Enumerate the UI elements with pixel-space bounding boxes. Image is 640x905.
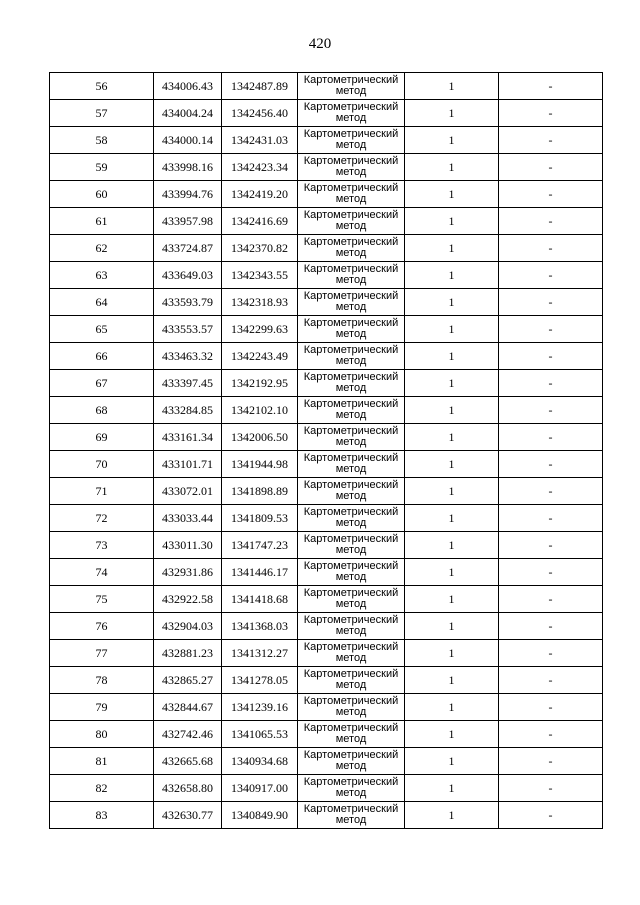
accuracy-cell: 1 [405, 154, 499, 181]
point-number-cell: 58 [50, 127, 154, 154]
y-coordinate-cell: 1341312.27 [222, 640, 298, 667]
accuracy-cell: 1 [405, 370, 499, 397]
y-coordinate-cell: 1342456.40 [222, 100, 298, 127]
method-line-2: метод [335, 193, 367, 205]
table-row [50, 235, 603, 262]
x-coordinate-cell: 432922.58 [154, 586, 222, 613]
method-line-1: Картометрический [303, 128, 399, 140]
x-coordinate-cell: 432904.03 [154, 613, 222, 640]
accuracy-cell: 1 [405, 532, 499, 559]
method-line-1: Картометрический [303, 587, 399, 599]
coordinates-table [49, 72, 603, 829]
method-cell [298, 289, 405, 316]
point-number-cell: 63 [50, 262, 154, 289]
table-row [50, 721, 603, 748]
method-line-2: метод [335, 139, 367, 151]
method-line-1: Картометрический [303, 236, 399, 248]
table-row [50, 532, 603, 559]
note-cell: - [499, 424, 603, 451]
x-coordinate-cell: 432881.23 [154, 640, 222, 667]
y-coordinate-cell: 1342243.49 [222, 343, 298, 370]
note-cell: - [499, 181, 603, 208]
method-line-1: Картометрический [303, 425, 399, 437]
method-line-1: Картометрический [303, 263, 399, 275]
accuracy-cell: 1 [405, 316, 499, 343]
method-line-1: Картометрический [303, 74, 399, 86]
method-cell [298, 208, 405, 235]
accuracy-cell: 1 [405, 586, 499, 613]
note-cell: - [499, 559, 603, 586]
point-number-cell: 73 [50, 532, 154, 559]
point-number-cell: 56 [50, 73, 154, 100]
accuracy-cell: 1 [405, 262, 499, 289]
method-line-2: метод [335, 436, 367, 448]
note-cell: - [499, 208, 603, 235]
x-coordinate-cell: 432865.27 [154, 667, 222, 694]
method-cell [298, 532, 405, 559]
note-cell: - [499, 316, 603, 343]
coordinates-table-body [50, 73, 603, 829]
method-line-2: метод [335, 706, 367, 718]
method-line-1: Картометрический [303, 344, 399, 356]
accuracy-cell: 1 [405, 100, 499, 127]
accuracy-cell: 1 [405, 802, 499, 829]
note-cell: - [499, 154, 603, 181]
x-coordinate-cell: 432630.77 [154, 802, 222, 829]
x-coordinate-cell: 433397.45 [154, 370, 222, 397]
method-cell [298, 559, 405, 586]
x-coordinate-cell: 433072.01 [154, 478, 222, 505]
accuracy-cell: 1 [405, 208, 499, 235]
method-cell [298, 478, 405, 505]
note-cell: - [499, 640, 603, 667]
y-coordinate-cell: 1341418.68 [222, 586, 298, 613]
method-line-1: Картометрический [303, 695, 399, 707]
method-line-1: Картометрический [303, 398, 399, 410]
note-cell: - [499, 451, 603, 478]
method-cell [298, 262, 405, 289]
y-coordinate-cell: 1342343.55 [222, 262, 298, 289]
method-line-2: метод [335, 625, 367, 637]
method-cell [298, 370, 405, 397]
point-number-cell: 62 [50, 235, 154, 262]
accuracy-cell: 1 [405, 667, 499, 694]
method-line-2: метод [335, 490, 367, 502]
method-line-2: метод [335, 247, 367, 259]
y-coordinate-cell: 1342006.50 [222, 424, 298, 451]
point-number-cell: 67 [50, 370, 154, 397]
point-number-cell: 70 [50, 451, 154, 478]
y-coordinate-cell: 1342423.34 [222, 154, 298, 181]
method-cell [298, 235, 405, 262]
note-cell: - [499, 343, 603, 370]
table-row [50, 451, 603, 478]
y-coordinate-cell: 1341368.03 [222, 613, 298, 640]
method-line-2: метод [335, 463, 367, 475]
y-coordinate-cell: 1341239.16 [222, 694, 298, 721]
method-cell [298, 127, 405, 154]
accuracy-cell: 1 [405, 640, 499, 667]
method-cell [298, 802, 405, 829]
method-line-1: Картометрический [303, 479, 399, 491]
x-coordinate-cell: 432931.86 [154, 559, 222, 586]
method-line-1: Картометрический [303, 155, 399, 167]
table-row [50, 748, 603, 775]
method-line-2: метод [335, 274, 367, 286]
table-row [50, 667, 603, 694]
x-coordinate-cell: 434004.24 [154, 100, 222, 127]
method-line-1: Картометрический [303, 803, 399, 815]
method-line-1: Картометрический [303, 371, 399, 383]
point-number-cell: 78 [50, 667, 154, 694]
y-coordinate-cell: 1341747.23 [222, 532, 298, 559]
method-cell [298, 451, 405, 478]
x-coordinate-cell: 433553.57 [154, 316, 222, 343]
table-row [50, 802, 603, 829]
method-line-2: метод [335, 571, 367, 583]
method-line-2: метод [335, 679, 367, 691]
method-line-1: Картометрический [303, 209, 399, 221]
method-cell [298, 424, 405, 451]
accuracy-cell: 1 [405, 235, 499, 262]
x-coordinate-cell: 432844.67 [154, 694, 222, 721]
method-line-2: метод [335, 220, 367, 232]
method-cell [298, 586, 405, 613]
point-number-cell: 72 [50, 505, 154, 532]
y-coordinate-cell: 1341809.53 [222, 505, 298, 532]
method-line-2: метод [335, 166, 367, 178]
y-coordinate-cell: 1342416.69 [222, 208, 298, 235]
method-cell [298, 613, 405, 640]
method-line-2: метод [335, 355, 367, 367]
method-line-1: Картометрический [303, 749, 399, 761]
point-number-cell: 76 [50, 613, 154, 640]
table-row [50, 181, 603, 208]
note-cell: - [499, 667, 603, 694]
accuracy-cell: 1 [405, 424, 499, 451]
table-row [50, 775, 603, 802]
note-cell: - [499, 397, 603, 424]
table-row [50, 208, 603, 235]
method-line-1: Картометрический [303, 560, 399, 572]
accuracy-cell: 1 [405, 559, 499, 586]
table-row [50, 100, 603, 127]
note-cell: - [499, 613, 603, 640]
table-row [50, 73, 603, 100]
x-coordinate-cell: 433994.76 [154, 181, 222, 208]
note-cell: - [499, 235, 603, 262]
x-coordinate-cell: 433724.87 [154, 235, 222, 262]
method-cell [298, 154, 405, 181]
x-coordinate-cell: 434006.43 [154, 73, 222, 100]
point-number-cell: 57 [50, 100, 154, 127]
method-cell [298, 316, 405, 343]
accuracy-cell: 1 [405, 127, 499, 154]
x-coordinate-cell: 433593.79 [154, 289, 222, 316]
method-line-2: метод [335, 328, 367, 340]
accuracy-cell: 1 [405, 505, 499, 532]
method-line-2: метод [335, 85, 367, 97]
method-cell [298, 397, 405, 424]
note-cell: - [499, 586, 603, 613]
method-line-1: Картометрический [303, 533, 399, 545]
x-coordinate-cell: 433957.98 [154, 208, 222, 235]
method-line-2: метод [335, 760, 367, 772]
x-coordinate-cell: 433649.03 [154, 262, 222, 289]
method-line-2: метод [335, 787, 367, 799]
point-number-cell: 75 [50, 586, 154, 613]
y-coordinate-cell: 1342370.82 [222, 235, 298, 262]
table-row [50, 586, 603, 613]
accuracy-cell: 1 [405, 694, 499, 721]
method-line-2: метод [335, 382, 367, 394]
x-coordinate-cell: 433998.16 [154, 154, 222, 181]
y-coordinate-cell: 1342299.63 [222, 316, 298, 343]
x-coordinate-cell: 434000.14 [154, 127, 222, 154]
note-cell: - [499, 478, 603, 505]
method-line-2: метод [335, 301, 367, 313]
x-coordinate-cell: 432742.46 [154, 721, 222, 748]
y-coordinate-cell: 1341944.98 [222, 451, 298, 478]
table-row [50, 559, 603, 586]
point-number-cell: 82 [50, 775, 154, 802]
y-coordinate-cell: 1340917.00 [222, 775, 298, 802]
table-row [50, 370, 603, 397]
method-cell [298, 505, 405, 532]
accuracy-cell: 1 [405, 73, 499, 100]
method-cell [298, 343, 405, 370]
y-coordinate-cell: 1342318.93 [222, 289, 298, 316]
point-number-cell: 83 [50, 802, 154, 829]
method-line-1: Картометрический [303, 614, 399, 626]
method-cell [298, 748, 405, 775]
point-number-cell: 80 [50, 721, 154, 748]
note-cell: - [499, 262, 603, 289]
method-cell [298, 775, 405, 802]
note-cell: - [499, 775, 603, 802]
note-cell: - [499, 73, 603, 100]
table-row [50, 478, 603, 505]
table-row [50, 640, 603, 667]
method-line-1: Картометрический [303, 668, 399, 680]
method-line-2: метод [335, 652, 367, 664]
note-cell: - [499, 721, 603, 748]
point-number-cell: 79 [50, 694, 154, 721]
point-number-cell: 65 [50, 316, 154, 343]
x-coordinate-cell: 433284.85 [154, 397, 222, 424]
note-cell: - [499, 505, 603, 532]
x-coordinate-cell: 432665.68 [154, 748, 222, 775]
method-cell [298, 640, 405, 667]
method-line-1: Картометрический [303, 290, 399, 302]
note-cell: - [499, 127, 603, 154]
point-number-cell: 81 [50, 748, 154, 775]
table-row [50, 127, 603, 154]
method-cell [298, 721, 405, 748]
x-coordinate-cell: 433161.34 [154, 424, 222, 451]
point-number-cell: 61 [50, 208, 154, 235]
method-line-2: метод [335, 409, 367, 421]
accuracy-cell: 1 [405, 289, 499, 316]
x-coordinate-cell: 433463.32 [154, 343, 222, 370]
note-cell: - [499, 289, 603, 316]
accuracy-cell: 1 [405, 451, 499, 478]
point-number-cell: 64 [50, 289, 154, 316]
table-row [50, 316, 603, 343]
point-number-cell: 71 [50, 478, 154, 505]
y-coordinate-cell: 1342431.03 [222, 127, 298, 154]
accuracy-cell: 1 [405, 721, 499, 748]
table-row [50, 505, 603, 532]
point-number-cell: 77 [50, 640, 154, 667]
method-line-1: Картометрический [303, 101, 399, 113]
point-number-cell: 59 [50, 154, 154, 181]
method-cell [298, 667, 405, 694]
x-coordinate-cell: 433011.30 [154, 532, 222, 559]
method-line-2: метод [335, 544, 367, 556]
table-row [50, 154, 603, 181]
method-line-1: Картометрический [303, 722, 399, 734]
point-number-cell: 66 [50, 343, 154, 370]
y-coordinate-cell: 1341065.53 [222, 721, 298, 748]
x-coordinate-cell: 432658.80 [154, 775, 222, 802]
method-line-1: Картометрический [303, 506, 399, 518]
method-line-1: Картометрический [303, 317, 399, 329]
method-cell [298, 73, 405, 100]
note-cell: - [499, 100, 603, 127]
x-coordinate-cell: 433101.71 [154, 451, 222, 478]
accuracy-cell: 1 [405, 613, 499, 640]
note-cell: - [499, 802, 603, 829]
method-line-1: Картометрический [303, 776, 399, 788]
point-number-cell: 60 [50, 181, 154, 208]
y-coordinate-cell: 1342487.89 [222, 73, 298, 100]
accuracy-cell: 1 [405, 397, 499, 424]
accuracy-cell: 1 [405, 748, 499, 775]
table-row [50, 424, 603, 451]
table-row [50, 343, 603, 370]
note-cell: - [499, 532, 603, 559]
table-row [50, 262, 603, 289]
method-cell [298, 100, 405, 127]
table-row [50, 397, 603, 424]
method-cell [298, 694, 405, 721]
y-coordinate-cell: 1341446.17 [222, 559, 298, 586]
method-line-1: Картометрический [303, 182, 399, 194]
method-line-1: Картометрический [303, 641, 399, 653]
note-cell: - [499, 748, 603, 775]
y-coordinate-cell: 1340849.90 [222, 802, 298, 829]
accuracy-cell: 1 [405, 343, 499, 370]
method-line-2: метод [335, 517, 367, 529]
method-line-2: метод [335, 112, 367, 124]
method-line-2: метод [335, 598, 367, 610]
table-row [50, 694, 603, 721]
y-coordinate-cell: 1341898.89 [222, 478, 298, 505]
method-line-1: Картометрический [303, 452, 399, 464]
accuracy-cell: 1 [405, 181, 499, 208]
point-number-cell: 69 [50, 424, 154, 451]
note-cell: - [499, 370, 603, 397]
accuracy-cell: 1 [405, 775, 499, 802]
table-row [50, 289, 603, 316]
x-coordinate-cell: 433033.44 [154, 505, 222, 532]
page-number: 420 [308, 36, 332, 52]
y-coordinate-cell: 1342419.20 [222, 181, 298, 208]
y-coordinate-cell: 1342192.95 [222, 370, 298, 397]
method-cell [298, 181, 405, 208]
table-row [50, 613, 603, 640]
point-number-cell: 68 [50, 397, 154, 424]
y-coordinate-cell: 1342102.10 [222, 397, 298, 424]
y-coordinate-cell: 1341278.05 [222, 667, 298, 694]
point-number-cell: 74 [50, 559, 154, 586]
accuracy-cell: 1 [405, 478, 499, 505]
y-coordinate-cell: 1340934.68 [222, 748, 298, 775]
note-cell: - [499, 694, 603, 721]
method-line-2: метод [335, 733, 367, 745]
method-line-2: метод [335, 814, 367, 826]
